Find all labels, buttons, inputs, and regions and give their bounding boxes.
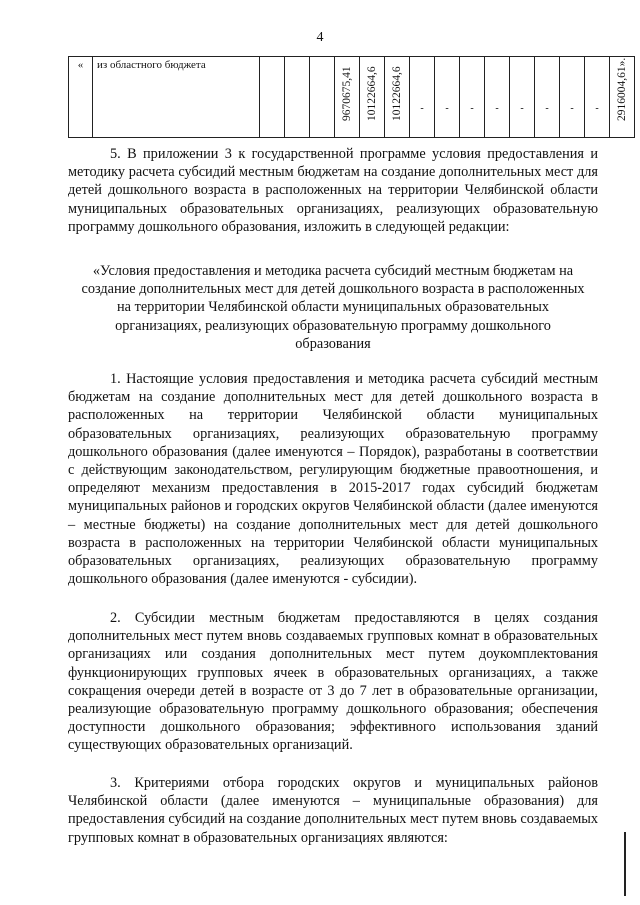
budget-table-fragment <box>68 56 635 138</box>
value-cell-1 <box>260 57 285 138</box>
value-cell-14 <box>585 57 610 138</box>
value-cell-12 <box>535 57 560 138</box>
paragraph-2: 2. Субсидии местным бюджетам предоставляются в целях создания дополнительных мест путем вновь создаваемых групповых комнат в образовательных организациях или создания дополнительных мест путем доукомплектования функционирующих групповых ячеек в образовательных организациях, а также сокращения очереди детей в возрасте от 3 до 7 лет в образовательные организации, реализующие образовательную программу дошкольного образования; обеспечения доступности дошкольного образования; эффективного использования зданий существующих образовательных организаций. <box>68 610 598 754</box>
paragraph-1: 1. Настоящие условия предоставления и методика расчета субсидий местным бюджетам на создание дополнительных мест для детей дошкольного возраста в расположенных на территории Челябинской области муниципальных образовательных организациях, реализующих образовательную программу дошкольного образования (далее именуются – Порядок), разработаны в соответствии с действующим законодательством, регулирующим бюджетные правоотношения, и определяют механизм предоставления в 2015-2017 годах субсидий бюджетам муниципальных районов и городских округов Челябинской области (далее именуются – местные бюджеты) на создание дополнительных мест для детей дошкольного возраста в расположенных на территории Челябинской области муниципальных образовательных организациях, реализующих образовательную программу дошкольного образования (далее именуются - субсидии). <box>68 371 598 588</box>
open-quote-cell: « <box>69 57 93 138</box>
value-4: 9670675,41 <box>341 66 353 121</box>
value-12: - <box>545 103 549 114</box>
value-10: - <box>495 103 499 114</box>
value-cell-13 <box>560 57 585 138</box>
value-cell-15 <box>610 57 635 138</box>
value-cell-5 <box>360 57 385 138</box>
value-5: 10122664,6 <box>366 66 378 121</box>
value-11: - <box>520 103 524 114</box>
table-row <box>69 57 635 138</box>
value-cell-7 <box>410 57 435 138</box>
section-heading: «Условия предоставления и методика расчета субсидий местным бюджетам на создание дополнительных мест для детей дошкольного возраста в расположенных на территории Челябинской области муниципальных образовательных организациях, реализующих образовательную программу дошкольного образования <box>81 263 585 352</box>
value-13: - <box>570 103 574 114</box>
value-cell-3 <box>310 57 335 138</box>
value-15: 2916004,61». <box>616 57 628 121</box>
value-cell-6 <box>385 57 410 138</box>
paragraph-3: 3. Критериями отбора городских округов и муниципальных районов Челябинской области (далее именуются – муниципальные образования) для предоставления субсидий на создание дополнительных мест путем вновь создаваемых групповых комнат в образовательных организациях являются: <box>68 775 598 846</box>
row-label-cell: из областного бюджета <box>93 57 260 138</box>
page-number: 4 <box>316 30 324 45</box>
value-cell-2 <box>285 57 310 138</box>
value-cell-11 <box>510 57 535 138</box>
value-9: - <box>470 103 474 114</box>
value-cell-10 <box>485 57 510 138</box>
value-14: - <box>595 103 599 114</box>
value-8: - <box>445 103 449 114</box>
value-6: 10122664,6 <box>391 66 403 121</box>
page-edge-mark <box>624 832 626 896</box>
paragraph-5-intro: 5. В приложении 3 к государственной программе условия предоставления и методику расчета субсидий местным бюджетам на создание дополнительных мест для детей дошкольного возраста в расположенных на территории Челябинской области муниципальных образовательных организациях, реализующих образовательную программу дошкольного образования, изложить в следующей редакции: <box>68 146 598 235</box>
value-cell-8 <box>435 57 460 138</box>
value-7: - <box>420 103 424 114</box>
value-cell-9 <box>460 57 485 138</box>
value-cell-4 <box>335 57 360 138</box>
